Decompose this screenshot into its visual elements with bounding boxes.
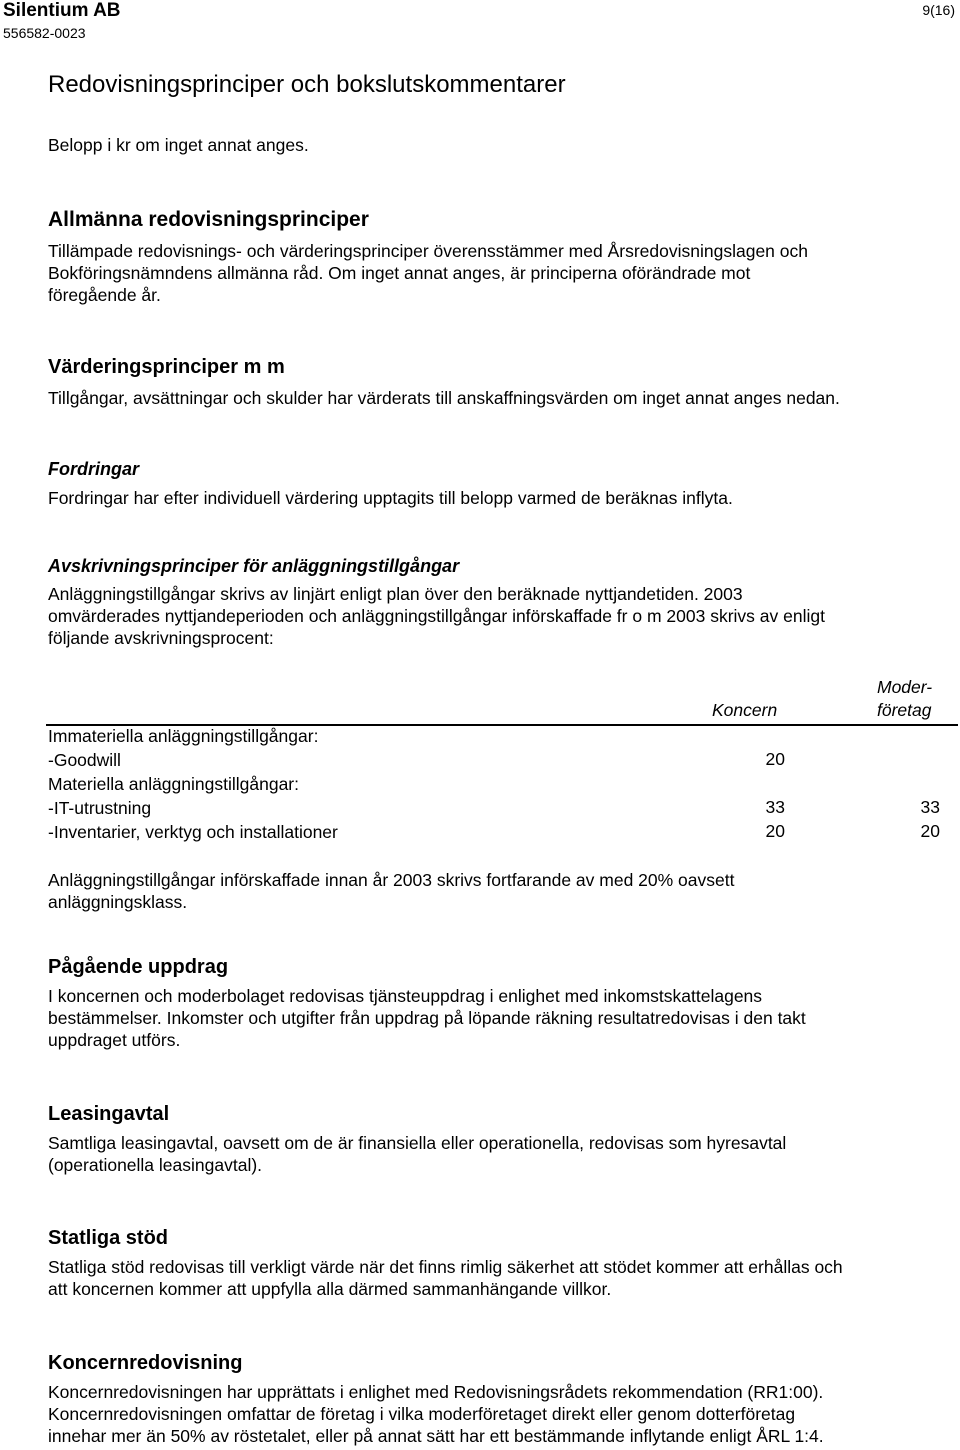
text-fordringar: [48, 487, 733, 509]
text-line: Tillgångar, avsättningar och skulder har värderats till anskaffningsvärden om inget annat anges nedan.: [48, 388, 840, 408]
text-line: Koncernredovisningen har upprättats i enlighet med Redovisningsrådets rekommendation (RR1:00).: [48, 1382, 824, 1402]
text-line: I koncernen och moderbolaget redovisas tjänsteuppdrag i enlighet med inkomstskattelagens: [48, 986, 763, 1006]
text-line: att koncernen kommer att uppfylla alla därmed sammanhängande villkor.: [48, 1279, 612, 1299]
intro-text: Belopp i kr om inget annat anges.: [48, 135, 309, 155]
heading-vardering: Värderingsprinciper m m: [48, 356, 285, 378]
text-statliga: [48, 1256, 843, 1300]
company-name: Silentium AB: [3, 0, 121, 21]
heading-leasing: Leasingavtal: [48, 1103, 170, 1125]
table-cell-koncern: 20: [765, 749, 785, 769]
text-avskrivning: [48, 583, 825, 649]
table-row-label: Immateriella anläggningstillgångar:: [48, 726, 319, 746]
text-line: Anläggningstillgångar skrivs av linjärt enligt plan över den beräknade nyttjandetiden. 2003: [48, 584, 743, 604]
table-cell-moder: 20: [920, 821, 940, 841]
text-line: Statliga stöd redovisas till verkligt värde när det finns rimlig säkerhet att stödet kommer att erhållas och: [48, 1257, 843, 1277]
heading-statliga: Statliga stöd: [48, 1227, 169, 1249]
text-avskrivning-after: [48, 869, 734, 913]
table-row-label: Materiella anläggningstillgångar:: [48, 774, 299, 794]
col-header-moder: Moder-: [877, 677, 933, 697]
table-row-label: -Inventarier, verktyg och installationer: [48, 822, 338, 842]
text-vardering: [48, 387, 840, 409]
text-line: (operationella leasingavtal).: [48, 1155, 263, 1175]
text-line: anläggningsklass.: [48, 892, 188, 912]
org-number: 556582-0023: [3, 25, 86, 41]
table-cell-koncern: 33: [765, 797, 785, 817]
heading-pagaende: Pågående uppdrag: [48, 956, 229, 978]
text-leasing: [48, 1132, 786, 1176]
text-line: föregående år.: [48, 285, 161, 305]
heading-fordringar: Fordringar: [48, 459, 140, 479]
text-line: innehar mer än 50% av röstetalet, eller på annat sätt har ett bestämmande inflytande enligt ÅRL 1:4.: [48, 1426, 824, 1446]
text-line: Samtliga leasingavtal, oavsett om de är finansiella eller operationella, redovisas som hyresavtal: [48, 1133, 787, 1153]
table-row-label: -Goodwill: [48, 750, 121, 770]
text-koncern: [48, 1381, 824, 1447]
table-cell-koncern: 20: [765, 821, 785, 841]
heading-koncern: Koncernredovisning: [48, 1352, 243, 1374]
page-number: 9(16): [922, 2, 955, 18]
page-title: Redovisningsprinciper och bokslutskommentarer: [48, 71, 566, 98]
table-row-label: -IT-utrustning: [48, 798, 152, 818]
text-line: Koncernredovisningen omfattar de företag i vilka moderföretaget direkt eller genom dotterföretag: [48, 1404, 796, 1424]
heading-allmanna: Allmänna redovisningsprinciper: [48, 208, 369, 231]
text-line: Anläggningstillgångar införskaffade innan år 2003 skrivs fortfarande av med 20% oavsett: [48, 870, 735, 890]
text-line: omvärderades nyttjandeperioden och anläggningstillgångar införskaffade fr o m 2003 skrivs av enligt: [48, 606, 825, 626]
text-allmanna: [48, 240, 808, 306]
table-cell-moder: 33: [920, 797, 940, 817]
text-line: Fordringar har efter individuell värdering upptagits till belopp varmed de beräknas inflyta.: [48, 488, 733, 508]
text-line: följande avskrivningsprocent:: [48, 628, 274, 648]
col-header-koncern: Koncern: [712, 700, 778, 720]
text-line: bestämmelser. Inkomster och utgifter från uppdrag på löpande räkning resultatredovisas i den takt: [48, 1008, 806, 1028]
heading-avskrivning: Avskrivningsprinciper för anläggningstillgångar: [48, 556, 460, 576]
text-line: Bokföringsnämndens allmänna råd. Om inget annat anges, är principerna oförändrade mot: [48, 263, 751, 283]
text-line: Tillämpade redovisnings- och värderingsprinciper överensstämmer med Årsredovisningslagen och: [48, 241, 808, 261]
text-line: uppdraget utförs.: [48, 1030, 181, 1050]
col-header-moder-2: företag: [877, 700, 932, 720]
text-pagaende: [48, 985, 806, 1051]
